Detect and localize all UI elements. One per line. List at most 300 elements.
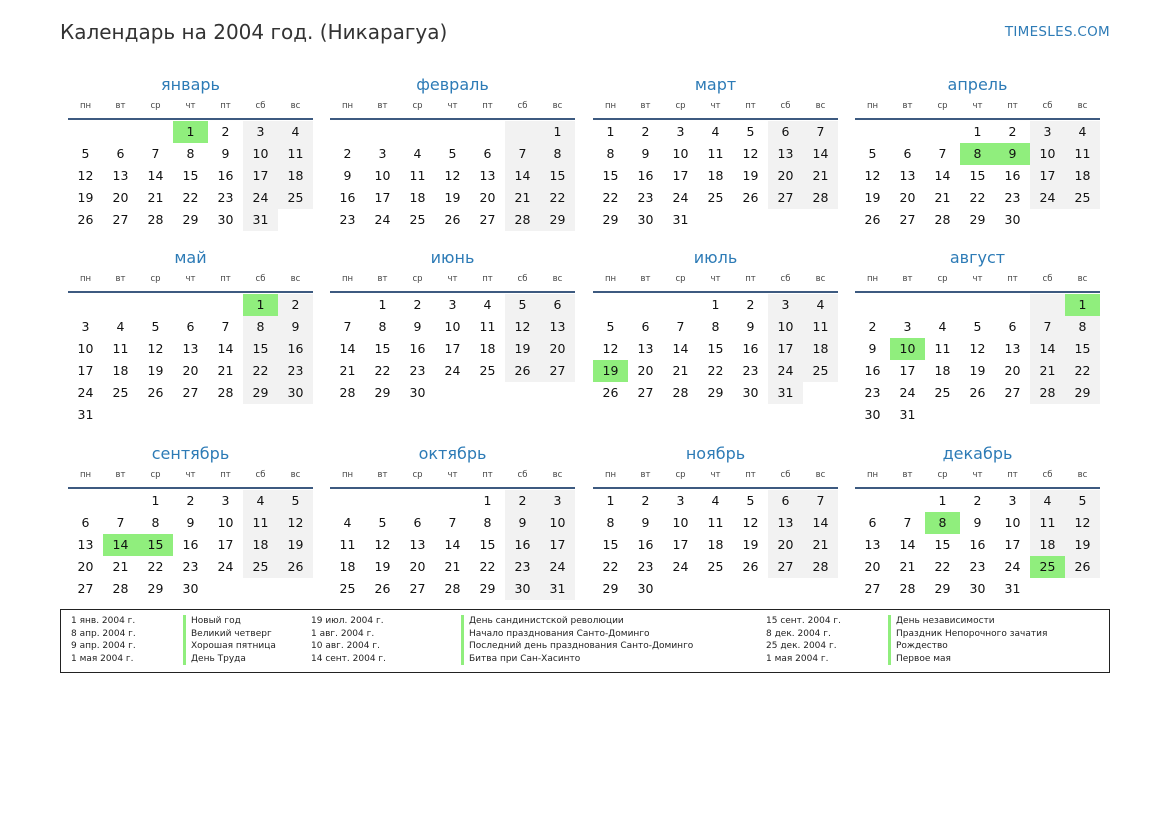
weekday-header bbox=[593, 98, 838, 120]
day-cell: 29 bbox=[182, 212, 199, 227]
weekday-label: ср bbox=[150, 274, 161, 284]
day-cell: 26 bbox=[77, 212, 94, 227]
day-cell: 5 bbox=[746, 124, 755, 139]
day-cell: 29 bbox=[602, 581, 619, 596]
day-cell: 8 bbox=[711, 319, 720, 334]
day-cell: 21 bbox=[803, 165, 838, 187]
empty-cell bbox=[733, 578, 768, 600]
day-grid bbox=[593, 490, 838, 600]
day-cell: 22 bbox=[1065, 360, 1100, 382]
day-cell: 7 bbox=[448, 515, 457, 530]
day-cell: 14 bbox=[339, 341, 356, 356]
day-cell: 18 bbox=[707, 168, 724, 183]
empty-cell bbox=[890, 121, 925, 143]
day-cell: 4 bbox=[116, 319, 125, 334]
empty-cell bbox=[768, 209, 803, 231]
day-cell: 25 bbox=[803, 360, 838, 382]
month-name: сентябрь bbox=[151, 444, 230, 463]
weekday-label: сб bbox=[780, 101, 791, 111]
empty-cell bbox=[1065, 404, 1100, 426]
day-cell: 4 bbox=[711, 493, 720, 508]
day-cell: 12 bbox=[374, 537, 391, 552]
weekday-label: вт bbox=[902, 274, 913, 284]
day-cell: 4 bbox=[1065, 121, 1100, 143]
weekday-label: вс bbox=[1077, 274, 1088, 284]
day-cell: 4 bbox=[711, 124, 720, 139]
day-cell: 23 bbox=[217, 190, 234, 205]
day-cell: 26 bbox=[742, 559, 759, 574]
day-cell: 30 bbox=[969, 581, 986, 596]
day-grid bbox=[68, 294, 313, 426]
day-cell: 7 bbox=[151, 146, 160, 161]
day-cell: 5 bbox=[1065, 490, 1100, 512]
day-cell: 11 bbox=[243, 512, 278, 534]
day-cell: 1 bbox=[973, 124, 982, 139]
day-cell: 24 bbox=[1030, 187, 1065, 209]
day-cell: 3 bbox=[448, 297, 457, 312]
empty-cell bbox=[925, 404, 960, 426]
day-cell: 3 bbox=[221, 493, 230, 508]
day-cell: 13 bbox=[540, 316, 575, 338]
weekday-label: сб bbox=[517, 101, 528, 111]
day-cell: 24 bbox=[243, 187, 278, 209]
day-cell: 3 bbox=[676, 493, 685, 508]
month-name: февраль bbox=[416, 75, 489, 94]
weekday-label: сб bbox=[517, 470, 528, 480]
day-cell: 30 bbox=[1004, 212, 1021, 227]
holiday-day-cell: 8 bbox=[960, 143, 995, 165]
day-cell: 10 bbox=[77, 341, 94, 356]
holiday-date: 9 апр. 2004 г. bbox=[71, 641, 136, 652]
holiday-name: Праздник Непорочного зачатия bbox=[888, 628, 1047, 641]
empty-cell bbox=[278, 404, 313, 426]
empty-cell bbox=[208, 404, 243, 426]
day-cell: 7 bbox=[903, 515, 912, 530]
day-cell: 15 bbox=[602, 168, 619, 183]
day-cell: 20 bbox=[77, 559, 94, 574]
holiday-date: 25 дек. 2004 г. bbox=[766, 641, 837, 652]
day-cell: 8 bbox=[606, 515, 615, 530]
day-cell: 15 bbox=[374, 341, 391, 356]
day-cell: 21 bbox=[217, 363, 234, 378]
empty-cell bbox=[243, 578, 278, 600]
day-cell: 24 bbox=[217, 559, 234, 574]
holiday-date: 1 мая 2004 г. bbox=[766, 653, 829, 664]
day-cell: 30 bbox=[278, 382, 313, 404]
weekday-label: чт bbox=[972, 101, 983, 111]
weekday-header bbox=[855, 271, 1100, 293]
day-cell: 19 bbox=[505, 338, 540, 360]
weekday-label: ср bbox=[412, 274, 423, 284]
day-cell: 25 bbox=[339, 581, 356, 596]
day-cell: 11 bbox=[934, 341, 951, 356]
day-cell: 11 bbox=[1030, 512, 1065, 534]
day-cell: 15 bbox=[540, 165, 575, 187]
holiday-date: 8 апр. 2004 г. bbox=[71, 628, 136, 639]
weekday-label: пт bbox=[220, 470, 231, 480]
day-cell: 8 bbox=[243, 316, 278, 338]
day-cell: 8 bbox=[606, 146, 615, 161]
day-cell: 6 bbox=[868, 515, 877, 530]
day-cell: 7 bbox=[803, 490, 838, 512]
day-cell: 22 bbox=[182, 190, 199, 205]
legend-dates-column bbox=[311, 615, 386, 665]
day-cell: 25 bbox=[934, 385, 951, 400]
day-cell: 7 bbox=[116, 515, 125, 530]
day-cell: 27 bbox=[409, 581, 426, 596]
day-cell: 19 bbox=[864, 190, 881, 205]
weekday-label: пт bbox=[1007, 274, 1018, 284]
day-cell: 3 bbox=[378, 146, 387, 161]
weekday-label: сб bbox=[780, 470, 791, 480]
day-cell: 24 bbox=[672, 190, 689, 205]
day-cell: 12 bbox=[147, 341, 164, 356]
site-link[interactable]: TIMESLES.COM bbox=[1004, 24, 1110, 40]
weekday-label: пн bbox=[341, 274, 354, 284]
empty-cell bbox=[68, 294, 103, 316]
weekday-label: вт bbox=[640, 274, 651, 284]
day-cell: 21 bbox=[339, 363, 356, 378]
holiday-name: День независимости bbox=[888, 615, 1047, 628]
day-cell: 30 bbox=[637, 581, 654, 596]
empty-cell bbox=[103, 294, 138, 316]
day-cell: 17 bbox=[1030, 165, 1065, 187]
weekday-label: вс bbox=[290, 274, 301, 284]
empty-cell bbox=[890, 490, 925, 512]
day-cell: 15 bbox=[1065, 338, 1100, 360]
day-cell: 4 bbox=[343, 515, 352, 530]
day-cell: 5 bbox=[505, 294, 540, 316]
day-cell: 31 bbox=[77, 407, 94, 422]
weekday-label: пн bbox=[604, 274, 617, 284]
day-cell: 3 bbox=[768, 294, 803, 316]
day-cell: 24 bbox=[77, 385, 94, 400]
day-cell: 7 bbox=[343, 319, 352, 334]
day-cell: 17 bbox=[243, 165, 278, 187]
weekday-label: вт bbox=[640, 101, 651, 111]
weekday-header bbox=[68, 467, 313, 489]
day-cell: 27 bbox=[182, 385, 199, 400]
day-cell: 23 bbox=[637, 559, 654, 574]
day-cell: 29 bbox=[934, 581, 951, 596]
weekday-label: пн bbox=[604, 101, 617, 111]
holiday-day-cell: 15 bbox=[138, 534, 173, 556]
empty-cell bbox=[593, 294, 628, 316]
day-cell: 16 bbox=[637, 168, 654, 183]
empty-cell bbox=[995, 294, 1030, 316]
day-cell: 30 bbox=[217, 212, 234, 227]
holiday-date: 15 сент. 2004 г. bbox=[766, 616, 842, 626]
empty-cell bbox=[1065, 578, 1100, 600]
day-cell: 1 bbox=[540, 121, 575, 143]
empty-cell bbox=[995, 404, 1030, 426]
weekday-label: чт bbox=[185, 101, 196, 111]
legend-names-column bbox=[461, 615, 693, 665]
day-cell: 3 bbox=[903, 319, 912, 334]
day-cell: 14 bbox=[217, 341, 234, 356]
day-cell: 13 bbox=[479, 168, 496, 183]
day-cell: 13 bbox=[112, 168, 129, 183]
weekday-label: вс bbox=[815, 274, 826, 284]
empty-cell bbox=[803, 209, 838, 231]
holiday-legend bbox=[60, 609, 1110, 673]
day-cell: 22 bbox=[540, 187, 575, 209]
day-cell: 13 bbox=[768, 143, 803, 165]
weekday-label: чт bbox=[447, 274, 458, 284]
day-cell: 4 bbox=[1030, 490, 1065, 512]
weekday-label: пн bbox=[79, 274, 92, 284]
day-cell: 16 bbox=[864, 363, 881, 378]
day-cell: 16 bbox=[339, 190, 356, 205]
day-cell: 2 bbox=[505, 490, 540, 512]
weekday-header bbox=[593, 271, 838, 293]
month-name: апрель bbox=[947, 75, 1008, 94]
day-cell: 14 bbox=[803, 143, 838, 165]
day-cell: 6 bbox=[116, 146, 125, 161]
day-cell: 19 bbox=[374, 559, 391, 574]
empty-cell bbox=[505, 382, 540, 404]
day-cell: 1 bbox=[938, 493, 947, 508]
day-cell: 17 bbox=[768, 338, 803, 360]
day-cell: 12 bbox=[742, 515, 759, 530]
month-name: октябрь bbox=[418, 444, 487, 463]
holiday-name: День Труда bbox=[183, 653, 276, 666]
day-cell: 24 bbox=[1004, 559, 1021, 574]
day-cell: 7 bbox=[1030, 316, 1065, 338]
day-grid bbox=[593, 121, 838, 231]
day-cell: 26 bbox=[505, 360, 540, 382]
holiday-name: Великий четверг bbox=[183, 628, 276, 641]
day-cell: 26 bbox=[374, 581, 391, 596]
day-cell: 16 bbox=[505, 534, 540, 556]
day-cell: 22 bbox=[707, 363, 724, 378]
day-cell: 11 bbox=[707, 515, 724, 530]
weekday-label: чт bbox=[710, 274, 721, 284]
day-cell: 12 bbox=[969, 341, 986, 356]
empty-cell bbox=[1030, 209, 1065, 231]
weekday-label: пн bbox=[341, 470, 354, 480]
day-grid bbox=[330, 294, 575, 404]
day-cell: 28 bbox=[1030, 382, 1065, 404]
day-cell: 9 bbox=[641, 515, 650, 530]
weekday-label: пт bbox=[745, 274, 756, 284]
day-cell: 10 bbox=[217, 515, 234, 530]
day-cell: 20 bbox=[899, 190, 916, 205]
day-cell: 21 bbox=[899, 559, 916, 574]
weekday-label: сб bbox=[255, 101, 266, 111]
holiday-name: Первое мая bbox=[888, 653, 1047, 666]
month-name: май bbox=[174, 248, 207, 267]
weekday-label: вт bbox=[377, 470, 388, 480]
day-cell: 20 bbox=[540, 338, 575, 360]
day-cell: 5 bbox=[746, 493, 755, 508]
empty-cell bbox=[733, 209, 768, 231]
day-cell: 23 bbox=[1004, 190, 1021, 205]
empty-cell bbox=[278, 578, 313, 600]
day-cell: 13 bbox=[637, 341, 654, 356]
day-cell: 17 bbox=[672, 168, 689, 183]
day-cell: 11 bbox=[803, 316, 838, 338]
day-cell: 17 bbox=[672, 537, 689, 552]
day-cell: 8 bbox=[378, 319, 387, 334]
day-cell: 23 bbox=[969, 559, 986, 574]
day-cell: 16 bbox=[969, 537, 986, 552]
weekday-label: сб bbox=[780, 274, 791, 284]
day-cell: 28 bbox=[899, 581, 916, 596]
day-cell: 2 bbox=[868, 319, 877, 334]
day-cell: 9 bbox=[505, 512, 540, 534]
day-cell: 22 bbox=[934, 559, 951, 574]
day-cell: 30 bbox=[742, 385, 759, 400]
day-cell: 29 bbox=[147, 581, 164, 596]
month-4 bbox=[855, 72, 1100, 231]
holiday-name: Хорошая пятница bbox=[183, 640, 276, 653]
month-1 bbox=[68, 72, 313, 231]
day-cell: 26 bbox=[864, 212, 881, 227]
weekday-label: пт bbox=[482, 274, 493, 284]
weekday-label: вт bbox=[377, 101, 388, 111]
day-cell: 13 bbox=[768, 512, 803, 534]
empty-cell bbox=[400, 121, 435, 143]
weekday-label: чт bbox=[972, 470, 983, 480]
holiday-date: 8 дек. 2004 г. bbox=[766, 628, 831, 639]
day-cell: 16 bbox=[278, 338, 313, 360]
day-cell: 17 bbox=[899, 363, 916, 378]
day-cell: 28 bbox=[147, 212, 164, 227]
legend-dates-column bbox=[766, 615, 841, 665]
day-cell: 15 bbox=[707, 341, 724, 356]
day-cell: 20 bbox=[1004, 363, 1021, 378]
day-cell: 14 bbox=[444, 537, 461, 552]
empty-cell bbox=[855, 121, 890, 143]
day-cell: 30 bbox=[182, 581, 199, 596]
weekday-label: вс bbox=[815, 101, 826, 111]
day-cell: 22 bbox=[969, 190, 986, 205]
day-cell: 4 bbox=[803, 294, 838, 316]
weekday-header bbox=[855, 467, 1100, 489]
empty-cell bbox=[698, 209, 733, 231]
holiday-name: Новый год bbox=[183, 615, 276, 628]
day-cell: 9 bbox=[221, 146, 230, 161]
legend-dates-column bbox=[71, 615, 136, 665]
day-cell: 19 bbox=[444, 190, 461, 205]
weekday-label: сб bbox=[255, 470, 266, 480]
empty-cell bbox=[243, 404, 278, 426]
day-cell: 21 bbox=[505, 187, 540, 209]
day-cell: 13 bbox=[77, 537, 94, 552]
empty-cell bbox=[435, 490, 470, 512]
day-cell: 26 bbox=[969, 385, 986, 400]
day-cell: 8 bbox=[151, 515, 160, 530]
day-cell: 20 bbox=[637, 363, 654, 378]
holiday-date: 1 мая 2004 г. bbox=[71, 653, 134, 664]
day-grid bbox=[855, 121, 1100, 231]
legend-names-column bbox=[183, 615, 276, 665]
day-cell: 25 bbox=[479, 363, 496, 378]
day-cell: 24 bbox=[899, 385, 916, 400]
day-cell: 18 bbox=[278, 165, 313, 187]
month-8 bbox=[855, 245, 1100, 426]
day-cell: 6 bbox=[540, 294, 575, 316]
day-grid bbox=[855, 490, 1100, 600]
day-cell: 3 bbox=[243, 121, 278, 143]
day-cell: 24 bbox=[374, 212, 391, 227]
month-7 bbox=[593, 245, 838, 404]
empty-cell bbox=[138, 294, 173, 316]
day-cell: 31 bbox=[540, 578, 575, 600]
day-cell: 19 bbox=[77, 190, 94, 205]
weekday-label: пт bbox=[220, 101, 231, 111]
day-cell: 27 bbox=[540, 360, 575, 382]
day-cell: 18 bbox=[1030, 534, 1065, 556]
day-cell: 30 bbox=[864, 407, 881, 422]
day-cell: 6 bbox=[641, 319, 650, 334]
day-cell: 18 bbox=[803, 338, 838, 360]
day-cell: 20 bbox=[112, 190, 129, 205]
day-cell: 27 bbox=[77, 581, 94, 596]
holiday-day-cell: 1 bbox=[173, 121, 208, 143]
day-cell: 16 bbox=[742, 341, 759, 356]
day-cell: 7 bbox=[676, 319, 685, 334]
day-cell: 7 bbox=[803, 121, 838, 143]
empty-cell bbox=[960, 294, 995, 316]
day-cell: 7 bbox=[938, 146, 947, 161]
day-cell: 20 bbox=[182, 363, 199, 378]
day-grid bbox=[68, 121, 313, 231]
empty-cell bbox=[803, 578, 838, 600]
day-cell: 20 bbox=[768, 534, 803, 556]
empty-cell bbox=[208, 578, 243, 600]
holiday-name: Начало празднования Санто-Доминго bbox=[461, 628, 693, 641]
day-cell: 25 bbox=[707, 559, 724, 574]
day-cell: 15 bbox=[934, 537, 951, 552]
day-cell: 16 bbox=[182, 537, 199, 552]
weekday-label: сб bbox=[255, 274, 266, 284]
day-cell: 15 bbox=[602, 537, 619, 552]
day-cell: 12 bbox=[602, 341, 619, 356]
empty-cell bbox=[1030, 578, 1065, 600]
empty-cell bbox=[540, 382, 575, 404]
day-cell: 23 bbox=[505, 556, 540, 578]
holiday-day-cell: 1 bbox=[1065, 294, 1100, 316]
day-cell: 22 bbox=[479, 559, 496, 574]
day-cell: 29 bbox=[969, 212, 986, 227]
weekday-label: ср bbox=[150, 101, 161, 111]
day-cell: 23 bbox=[182, 559, 199, 574]
day-cell: 8 bbox=[540, 143, 575, 165]
weekday-label: пт bbox=[482, 101, 493, 111]
day-cell: 23 bbox=[637, 190, 654, 205]
empty-cell bbox=[470, 382, 505, 404]
weekday-label: пт bbox=[745, 470, 756, 480]
holiday-date: 1 авг. 2004 г. bbox=[311, 628, 375, 639]
day-cell: 28 bbox=[934, 212, 951, 227]
empty-cell bbox=[855, 490, 890, 512]
day-cell: 9 bbox=[413, 319, 422, 334]
empty-cell bbox=[768, 578, 803, 600]
day-cell: 26 bbox=[444, 212, 461, 227]
weekday-label: ср bbox=[675, 101, 686, 111]
day-cell: 19 bbox=[742, 168, 759, 183]
day-cell: 27 bbox=[479, 212, 496, 227]
day-cell: 22 bbox=[374, 363, 391, 378]
day-cell: 27 bbox=[768, 556, 803, 578]
day-cell: 10 bbox=[243, 143, 278, 165]
weekday-label: пт bbox=[220, 274, 231, 284]
day-cell: 26 bbox=[278, 556, 313, 578]
holiday-day-cell: 14 bbox=[103, 534, 138, 556]
day-cell: 22 bbox=[147, 559, 164, 574]
